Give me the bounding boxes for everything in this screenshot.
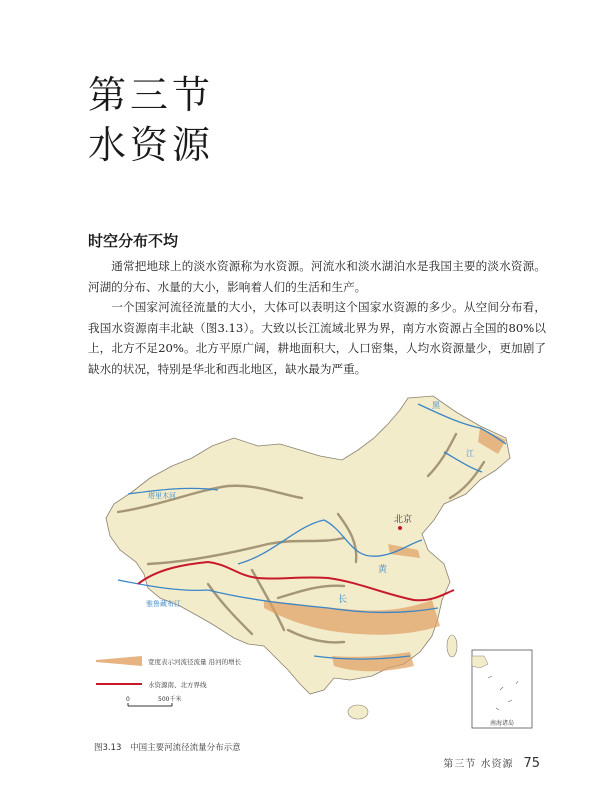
map-svg (88, 394, 546, 730)
taiwan-island (447, 635, 457, 657)
beijing-label: 北京 (394, 515, 413, 525)
scale-zero: 0 (126, 696, 130, 703)
body-text (88, 256, 546, 379)
figure-caption-text: 中国主要河流径流量分布示意 (130, 743, 241, 753)
river-label-yellow: 黄 (378, 565, 388, 575)
legend-boundary-text: 水资源南、北方界线 (148, 681, 207, 689)
footer-section-label: 第三节 水资源 (443, 759, 514, 770)
page-title (88, 70, 214, 170)
legend-flow-text: 宽度表示河流径流量 沿河的增长 (148, 658, 242, 666)
river-label-tarim: 塔里木河 (148, 492, 176, 500)
beijing-dot (398, 526, 402, 530)
paragraph-2: 一个国家河流径流量的大小，大体可以表明这个国家水资源的多少。从空间分布看，我国水资源南丰北缺（图3.13）。大致以长江流域北界为界，南方水资源占全国的80%以上，北方不足20%。北方平原广阔，耕地面积大，人口密集，人均水资源量少，更加剧了缺水的状况，特别是华北和西北地区，缺水最为严重。 (88, 300, 546, 376)
figure-caption (94, 741, 247, 753)
scale-distance: 500千米 (158, 696, 182, 703)
legend-flow-swatch (96, 656, 142, 666)
title-line-1: 第三节 (88, 73, 215, 117)
river-label-yangtze: 长 (338, 595, 348, 605)
river-label-songhua: 江 (466, 449, 474, 458)
title-line-2: 水资源 (88, 123, 215, 167)
hainan-island (348, 705, 368, 719)
inset-label: 南海诸岛 (490, 720, 515, 727)
page-footer (443, 755, 540, 771)
river-label-yarlung: 雅鲁藏布江 (146, 600, 181, 608)
china-river-flow-map (88, 394, 546, 730)
section-heading: 时空分布不均 (88, 232, 179, 250)
page-number: 75 (523, 756, 540, 771)
south-china-sea-inset (472, 650, 532, 728)
river-label-heilong: 黑 (432, 401, 440, 410)
map-legend (96, 656, 242, 706)
figure-number: 图3.13 (94, 743, 122, 753)
paragraph-1: 通常把地球上的淡水资源称为水资源。河流水和淡水湖泊水是我国主要的淡水资源。河湖的分布、水量的大小，影响着人们的生活和生产。 (88, 259, 546, 294)
